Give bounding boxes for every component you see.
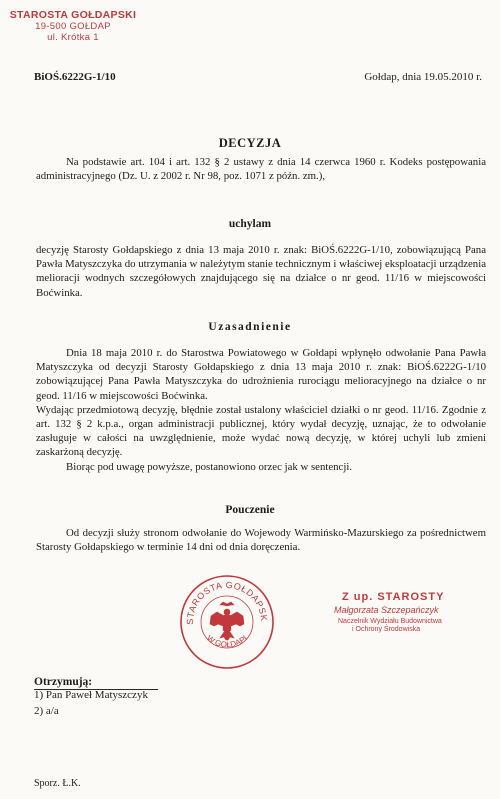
justification-paragraph-2: Wydając przedmiotową decyzję, błędnie został ustalony właściciel działki o nr geod. 11/16. Zgodnie z art. 132 § 2 k.p.a., organ administracji publicznej, który wydał decyzję, uznając, że to odwołanie zasługuje w całości na uwzględnienie, może wydać nową decyzję, w której uchyli lub zmieni zaskarżoną decyzję. [36, 403, 486, 459]
ruling-section [36, 243, 486, 300]
justification-paragraph-1: Dnia 18 maja 2010 r. do Starostwa Powiatowego w Gołdapi wpłynęło odwołanie Pana Pawła Matyszczyka od decyzji Starosty Gołdapskiego z dnia 13 maja 2010 r. znak: BiOŚ.6222G-1/10 zobowiązującej Pana Pawła Matyszczyka do udrożnienia rurociągu melioracyjnego na działce o nr geod. 11/16 w miejscowości Boćwinka. [36, 347, 486, 402]
reference-number: BiOŚ.6222G-1/10 [34, 71, 116, 83]
instruction-section [36, 526, 486, 554]
recipients-heading: Otrzymują: [34, 676, 93, 688]
prepared-by-footer: Sporz. Ł.K. [34, 778, 81, 789]
recipient-1: 1) Pan Paweł Matyszczyk [34, 689, 148, 701]
stamp-line-street: ul. Krótka 1 [47, 32, 99, 43]
round-seal [179, 574, 275, 670]
recipient-2: 2) a/a [34, 705, 59, 717]
eagle-emblem-icon [210, 602, 244, 640]
ruling-text: decyzję Starosty Gołdapskiego z dnia 13 maja 2010 r. znak: BiOŚ.6222G-1/10, zobowiązującą Pana Pawła Matyszczyka do utrzymania w należytym stanie technicznym i właściwej eksploatacji urządzenia melioracji wodnych szczegółowych znajdującego się na działce o nr geod. 11/16 w miejscowości Boćwinka. [36, 244, 486, 299]
legal-basis-text: Na podstawie art. 104 i art. 132 § 2 ustawy z dnia 14 czerwca 1960 r. Kodeks postępowania administracyjnego (Dz. U. z 2002 r. Nr 98, poz. 1071 z późn. zm.), [36, 156, 486, 183]
signature-authority: Z up. STAROSTY [342, 591, 445, 603]
seal-bottom-text: W GOŁDAPI [205, 633, 250, 650]
legal-basis [36, 155, 486, 183]
signature-name: Małgorzata Szczepańczyk [334, 605, 439, 615]
signature-title-cont: i Ochrony Środowiska [352, 626, 421, 633]
instruction-heading: Pouczenie [225, 504, 275, 516]
ruling-word: uchylam [228, 218, 272, 230]
signature-block [322, 591, 492, 634]
place-and-date: Gołdap, dnia 19.05.2010 r. [364, 71, 482, 83]
justification-paragraph-3: Biorąc pod uwagę powyższe, postanowiono orzec jak w sentencji. [66, 460, 353, 473]
seal-top-text: STAROSTA GOŁDAPSK [184, 579, 270, 625]
justification-section [36, 346, 486, 474]
stamp-line-office: STAROSTA GOŁDAPSKI [9, 9, 137, 21]
instruction-text: Od decyzji służy stronom odwołanie do Wojewody Warmińsko-Mazurskiego za pośrednictwem Starosty Gołdapskiego w terminie 14 dni od dnia doręczenia. [36, 527, 486, 554]
document-title: DECYZJA [218, 136, 282, 150]
stamp-line-postcode: 19-500 GOŁDAP [35, 21, 111, 32]
justification-heading: Uzasadnienie [208, 321, 292, 333]
office-stamp-header [6, 10, 140, 43]
signature-title: Naczelnik Wydziału Budownictwa [338, 618, 442, 625]
